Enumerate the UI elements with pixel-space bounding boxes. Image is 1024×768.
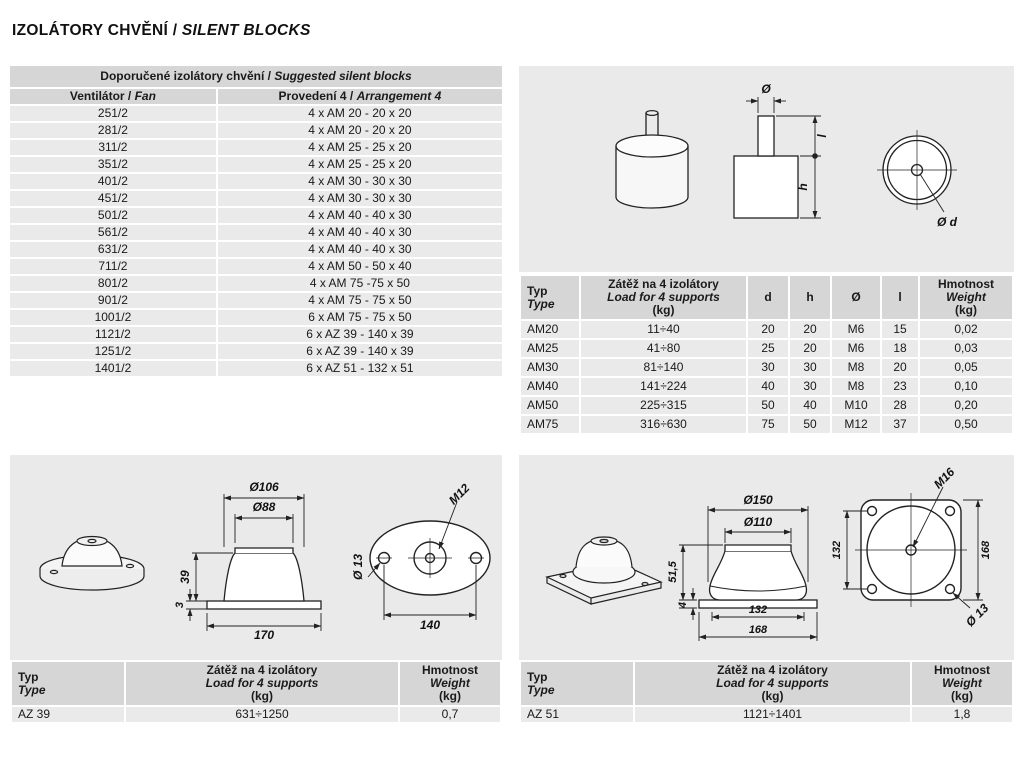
- header-load-cs: Zátěž na 4 izolátory: [608, 277, 719, 291]
- header-load-unit: (kg): [761, 689, 784, 703]
- az39-specs-table: [10, 660, 502, 724]
- cell-load: 316÷630: [581, 416, 746, 433]
- dim-label-width-inner: 132: [748, 604, 768, 616]
- table-row: [10, 242, 502, 257]
- header-weight-cs: Hmotnost: [938, 277, 994, 291]
- header-weight-en: Weight: [942, 676, 982, 690]
- dim-label-h: h: [796, 183, 810, 191]
- cell-fan: 901/2: [10, 293, 216, 308]
- cell-arrangement: 6 x AM 75 - 75 x 50: [218, 310, 502, 325]
- cell-weight: 0,02: [920, 321, 1012, 338]
- col-header-dia: Ø: [832, 276, 880, 319]
- cell-weight: 0,03: [920, 340, 1012, 357]
- dim-label-side-outer: 168: [980, 540, 992, 560]
- cell-arrangement: 6 x AZ 51 - 132 x 51: [218, 361, 502, 376]
- header-weight-en: Weight: [946, 290, 986, 304]
- table-row: [12, 707, 500, 722]
- az39-side-view: [207, 548, 321, 609]
- table-row: [10, 293, 502, 308]
- table-row: [10, 106, 502, 121]
- az51-drawing-panel: [519, 455, 1014, 660]
- dim-label-cap-dia: Ø88: [252, 500, 276, 514]
- dim-label-plate: 4: [677, 601, 689, 609]
- az51-top-view: [855, 487, 970, 608]
- cell-weight: 0,10: [920, 378, 1012, 395]
- cell-load: 141÷224: [581, 378, 746, 395]
- col-header-weight: [920, 276, 1012, 319]
- table-row: [10, 174, 502, 189]
- header-load-unit: (kg): [652, 303, 675, 317]
- cell-arrangement: 4 x AM 40 - 40 x 30: [218, 225, 502, 240]
- cell-arrangement: 6 x AZ 39 - 140 x 39: [218, 327, 502, 342]
- table-row: [10, 225, 502, 240]
- cell-h: 50: [790, 416, 830, 433]
- cell-d: 25: [748, 340, 788, 357]
- col-header-weight: [400, 662, 500, 705]
- cell-d: 40: [748, 378, 788, 395]
- cell-type: AM20: [521, 321, 579, 338]
- cell-fan: 281/2: [10, 123, 216, 138]
- cell-fan: 351/2: [10, 157, 216, 172]
- dim-label-thread: M16: [930, 464, 958, 492]
- az39-top-view: [368, 502, 490, 620]
- cell-h: 40: [790, 397, 830, 414]
- table-row: [521, 416, 1012, 433]
- header-fan-cs: Ventilátor /: [69, 89, 135, 103]
- table-row: [10, 361, 502, 376]
- cell-fan: 501/2: [10, 208, 216, 223]
- cell-dia: M10: [832, 397, 880, 414]
- header-typ-cs: Typ: [18, 669, 39, 684]
- header-weight-unit: (kg): [955, 303, 977, 317]
- suggested-table-title: [10, 66, 502, 87]
- header-load-en: Load for 4 supports: [607, 290, 720, 304]
- col-header-h: h: [790, 276, 830, 319]
- cell-d: 50: [748, 397, 788, 414]
- header-weight-en: Weight: [430, 676, 470, 690]
- dim-label-bulge-dia: Ø150: [743, 493, 773, 507]
- cell-fan: 631/2: [10, 242, 216, 257]
- cell-arrangement: 4 x AM 30 - 30 x 30: [218, 191, 502, 206]
- cell-d: 75: [748, 416, 788, 433]
- az51-technical-drawing: [519, 455, 1014, 660]
- cell-fan: 1251/2: [10, 344, 216, 359]
- cell-arrangement: 4 x AM 75 -75 x 50: [218, 276, 502, 291]
- cell-h: 20: [790, 321, 830, 338]
- am-3d-view: [616, 111, 688, 208]
- cell-dia: M6: [832, 340, 880, 357]
- cell-load: 41÷80: [581, 340, 746, 357]
- header-weight-cs: Hmotnost: [422, 663, 478, 677]
- col-header-load: [635, 662, 910, 705]
- cell-l: 20: [882, 359, 918, 376]
- cell-fan: 311/2: [10, 140, 216, 155]
- table-row: [10, 123, 502, 138]
- cell-dia: M8: [832, 378, 880, 395]
- cell-fan: 1001/2: [10, 310, 216, 325]
- header-arr-en: Arrangement 4: [356, 89, 442, 103]
- cell-arrangement: 4 x AM 40 - 40 x 30: [218, 242, 502, 257]
- cell-type: AM75: [521, 416, 579, 433]
- col-header-type: [521, 662, 633, 705]
- cell-fan: 711/2: [10, 259, 216, 274]
- cell-d: 20: [748, 321, 788, 338]
- dim-label-l: l: [815, 134, 829, 138]
- cell-h: 20: [790, 340, 830, 357]
- header-load-cs: Zátěž na 4 izolátory: [206, 663, 318, 677]
- cell-dia: M8: [832, 359, 880, 376]
- dim-label-plate: 3: [174, 601, 186, 609]
- dim-label-length: 170: [253, 628, 275, 642]
- suggested-title-en: Suggested silent blocks: [274, 69, 412, 83]
- header-load-unit: (kg): [251, 689, 273, 703]
- cell-arrangement: 4 x AM 30 - 30 x 30: [218, 174, 502, 189]
- cell-load: 11÷40: [581, 321, 746, 338]
- az39-technical-drawing: [10, 455, 502, 660]
- header-typ-en: Type: [527, 296, 555, 311]
- col-header-type: [12, 662, 124, 705]
- dim-label-width-outer: 168: [748, 624, 768, 636]
- cell-load: 631÷1250: [126, 707, 398, 722]
- cell-type: AM50: [521, 397, 579, 414]
- cell-arrangement: 4 x AM 50 - 50 x 40: [218, 259, 502, 274]
- header-typ-cs: Typ: [527, 283, 548, 298]
- cell-dia: M6: [832, 321, 880, 338]
- cell-weight: 0,7: [400, 707, 500, 722]
- cell-weight: 1,8: [912, 707, 1012, 722]
- header-typ-en: Type: [18, 682, 46, 697]
- dim-label-side-inner: 132: [831, 540, 843, 560]
- cell-l: 37: [882, 416, 918, 433]
- az51-side-view: [699, 545, 817, 608]
- dim-label-dia: Ø: [761, 82, 771, 96]
- suggested-blocks-table: [8, 64, 504, 378]
- cell-fan: 451/2: [10, 191, 216, 206]
- dim-label-hole: Ø 13: [963, 601, 992, 630]
- cell-arrangement: 4 x AM 40 - 40 x 30: [218, 208, 502, 223]
- am-specs-table: [519, 274, 1014, 435]
- dim-label-span: 140: [419, 618, 441, 632]
- page-title-en: SILENT BLOCKS: [181, 22, 311, 39]
- cell-fan: 1401/2: [10, 361, 216, 376]
- cell-h: 30: [790, 359, 830, 376]
- cell-type: AZ 39: [12, 707, 124, 722]
- am-top-view: [877, 130, 957, 212]
- az51-3d-view: [547, 537, 661, 604]
- cell-load: 81÷140: [581, 359, 746, 376]
- header-weight-unit: (kg): [439, 689, 461, 703]
- cell-l: 28: [882, 397, 918, 414]
- am-technical-drawing: [519, 66, 1014, 272]
- page-title: [12, 22, 311, 40]
- table-row: [521, 378, 1012, 395]
- am-drawing-panel: [519, 66, 1014, 272]
- table-row: [10, 208, 502, 223]
- header-load-en: Load for 4 supports: [716, 676, 829, 690]
- az39-drawing-panel: [10, 455, 502, 660]
- cell-weight: 0,50: [920, 416, 1012, 433]
- header-fan-en: Fan: [134, 89, 156, 103]
- header-load-cs: Zátěž na 4 izolátory: [717, 663, 828, 677]
- table-row: [10, 327, 502, 342]
- table-row: [10, 276, 502, 291]
- col-header-type: [521, 276, 579, 319]
- cell-type: AM40: [521, 378, 579, 395]
- am-side-view: [734, 116, 798, 218]
- header-typ-en: Type: [527, 682, 555, 697]
- table-row: [10, 157, 502, 172]
- cell-type: AM30: [521, 359, 579, 376]
- col-header-fan: [10, 89, 216, 104]
- table-row: [10, 191, 502, 206]
- cell-load: 1121÷1401: [635, 707, 910, 722]
- table-row: [521, 321, 1012, 338]
- cell-fan: 401/2: [10, 174, 216, 189]
- cell-arrangement: 4 x AM 75 - 75 x 50: [218, 293, 502, 308]
- cell-l: 15: [882, 321, 918, 338]
- col-header-l: l: [882, 276, 918, 319]
- cell-d: 30: [748, 359, 788, 376]
- cell-fan: 251/2: [10, 106, 216, 121]
- cell-fan: 561/2: [10, 225, 216, 240]
- cell-weight: 0,20: [920, 397, 1012, 414]
- cell-h: 30: [790, 378, 830, 395]
- cell-l: 18: [882, 340, 918, 357]
- cell-arrangement: 4 x AM 20 - 20 x 20: [218, 123, 502, 138]
- dim-label-height: 39: [178, 570, 192, 584]
- col-header-arrangement: [218, 89, 502, 104]
- suggested-title-cs: Doporučené izolátory chvění /: [100, 69, 275, 83]
- table-row: [10, 344, 502, 359]
- cell-fan: 801/2: [10, 276, 216, 291]
- table-row: [10, 259, 502, 274]
- cell-arrangement: 4 x AM 20 - 20 x 20: [218, 106, 502, 121]
- header-typ-cs: Typ: [527, 669, 548, 684]
- cell-type: AM25: [521, 340, 579, 357]
- table-row: [521, 397, 1012, 414]
- cell-l: 23: [882, 378, 918, 395]
- az51-specs-table: [519, 660, 1014, 724]
- cell-type: AZ 51: [521, 707, 633, 722]
- table-row: [521, 340, 1012, 357]
- page-title-cs: IZOLÁTORY CHVĚNÍ /: [12, 22, 182, 39]
- cell-arrangement: 4 x AM 25 - 25 x 20: [218, 157, 502, 172]
- dim-label-dia-d: Ø d: [937, 215, 957, 229]
- cell-load: 225÷315: [581, 397, 746, 414]
- header-weight-unit: (kg): [951, 689, 973, 703]
- cell-arrangement: 4 x AM 25 - 25 x 20: [218, 140, 502, 155]
- az39-3d-view: [40, 537, 144, 591]
- col-header-weight: [912, 662, 1012, 705]
- col-header-load: [581, 276, 746, 319]
- cell-weight: 0,05: [920, 359, 1012, 376]
- col-header-d: d: [748, 276, 788, 319]
- cell-fan: 1121/2: [10, 327, 216, 342]
- cell-dia: M12: [832, 416, 880, 433]
- dim-label-hole: Ø 13: [351, 553, 365, 581]
- dim-label-top-dia: Ø106: [249, 480, 279, 494]
- table-row: [10, 310, 502, 325]
- header-arr-cs: Provedení 4 /: [278, 89, 357, 103]
- dim-label-height: 51,5: [667, 561, 679, 583]
- header-load-en: Load for 4 supports: [205, 676, 319, 690]
- table-row: [521, 359, 1012, 376]
- dim-label-thread: M12: [445, 480, 473, 508]
- cell-arrangement: 6 x AZ 39 - 140 x 39: [218, 344, 502, 359]
- dim-label-cap-dia: Ø110: [743, 515, 773, 529]
- header-weight-cs: Hmotnost: [934, 663, 990, 677]
- col-header-load: [126, 662, 398, 705]
- table-row: [521, 707, 1012, 722]
- table-row: [10, 140, 502, 155]
